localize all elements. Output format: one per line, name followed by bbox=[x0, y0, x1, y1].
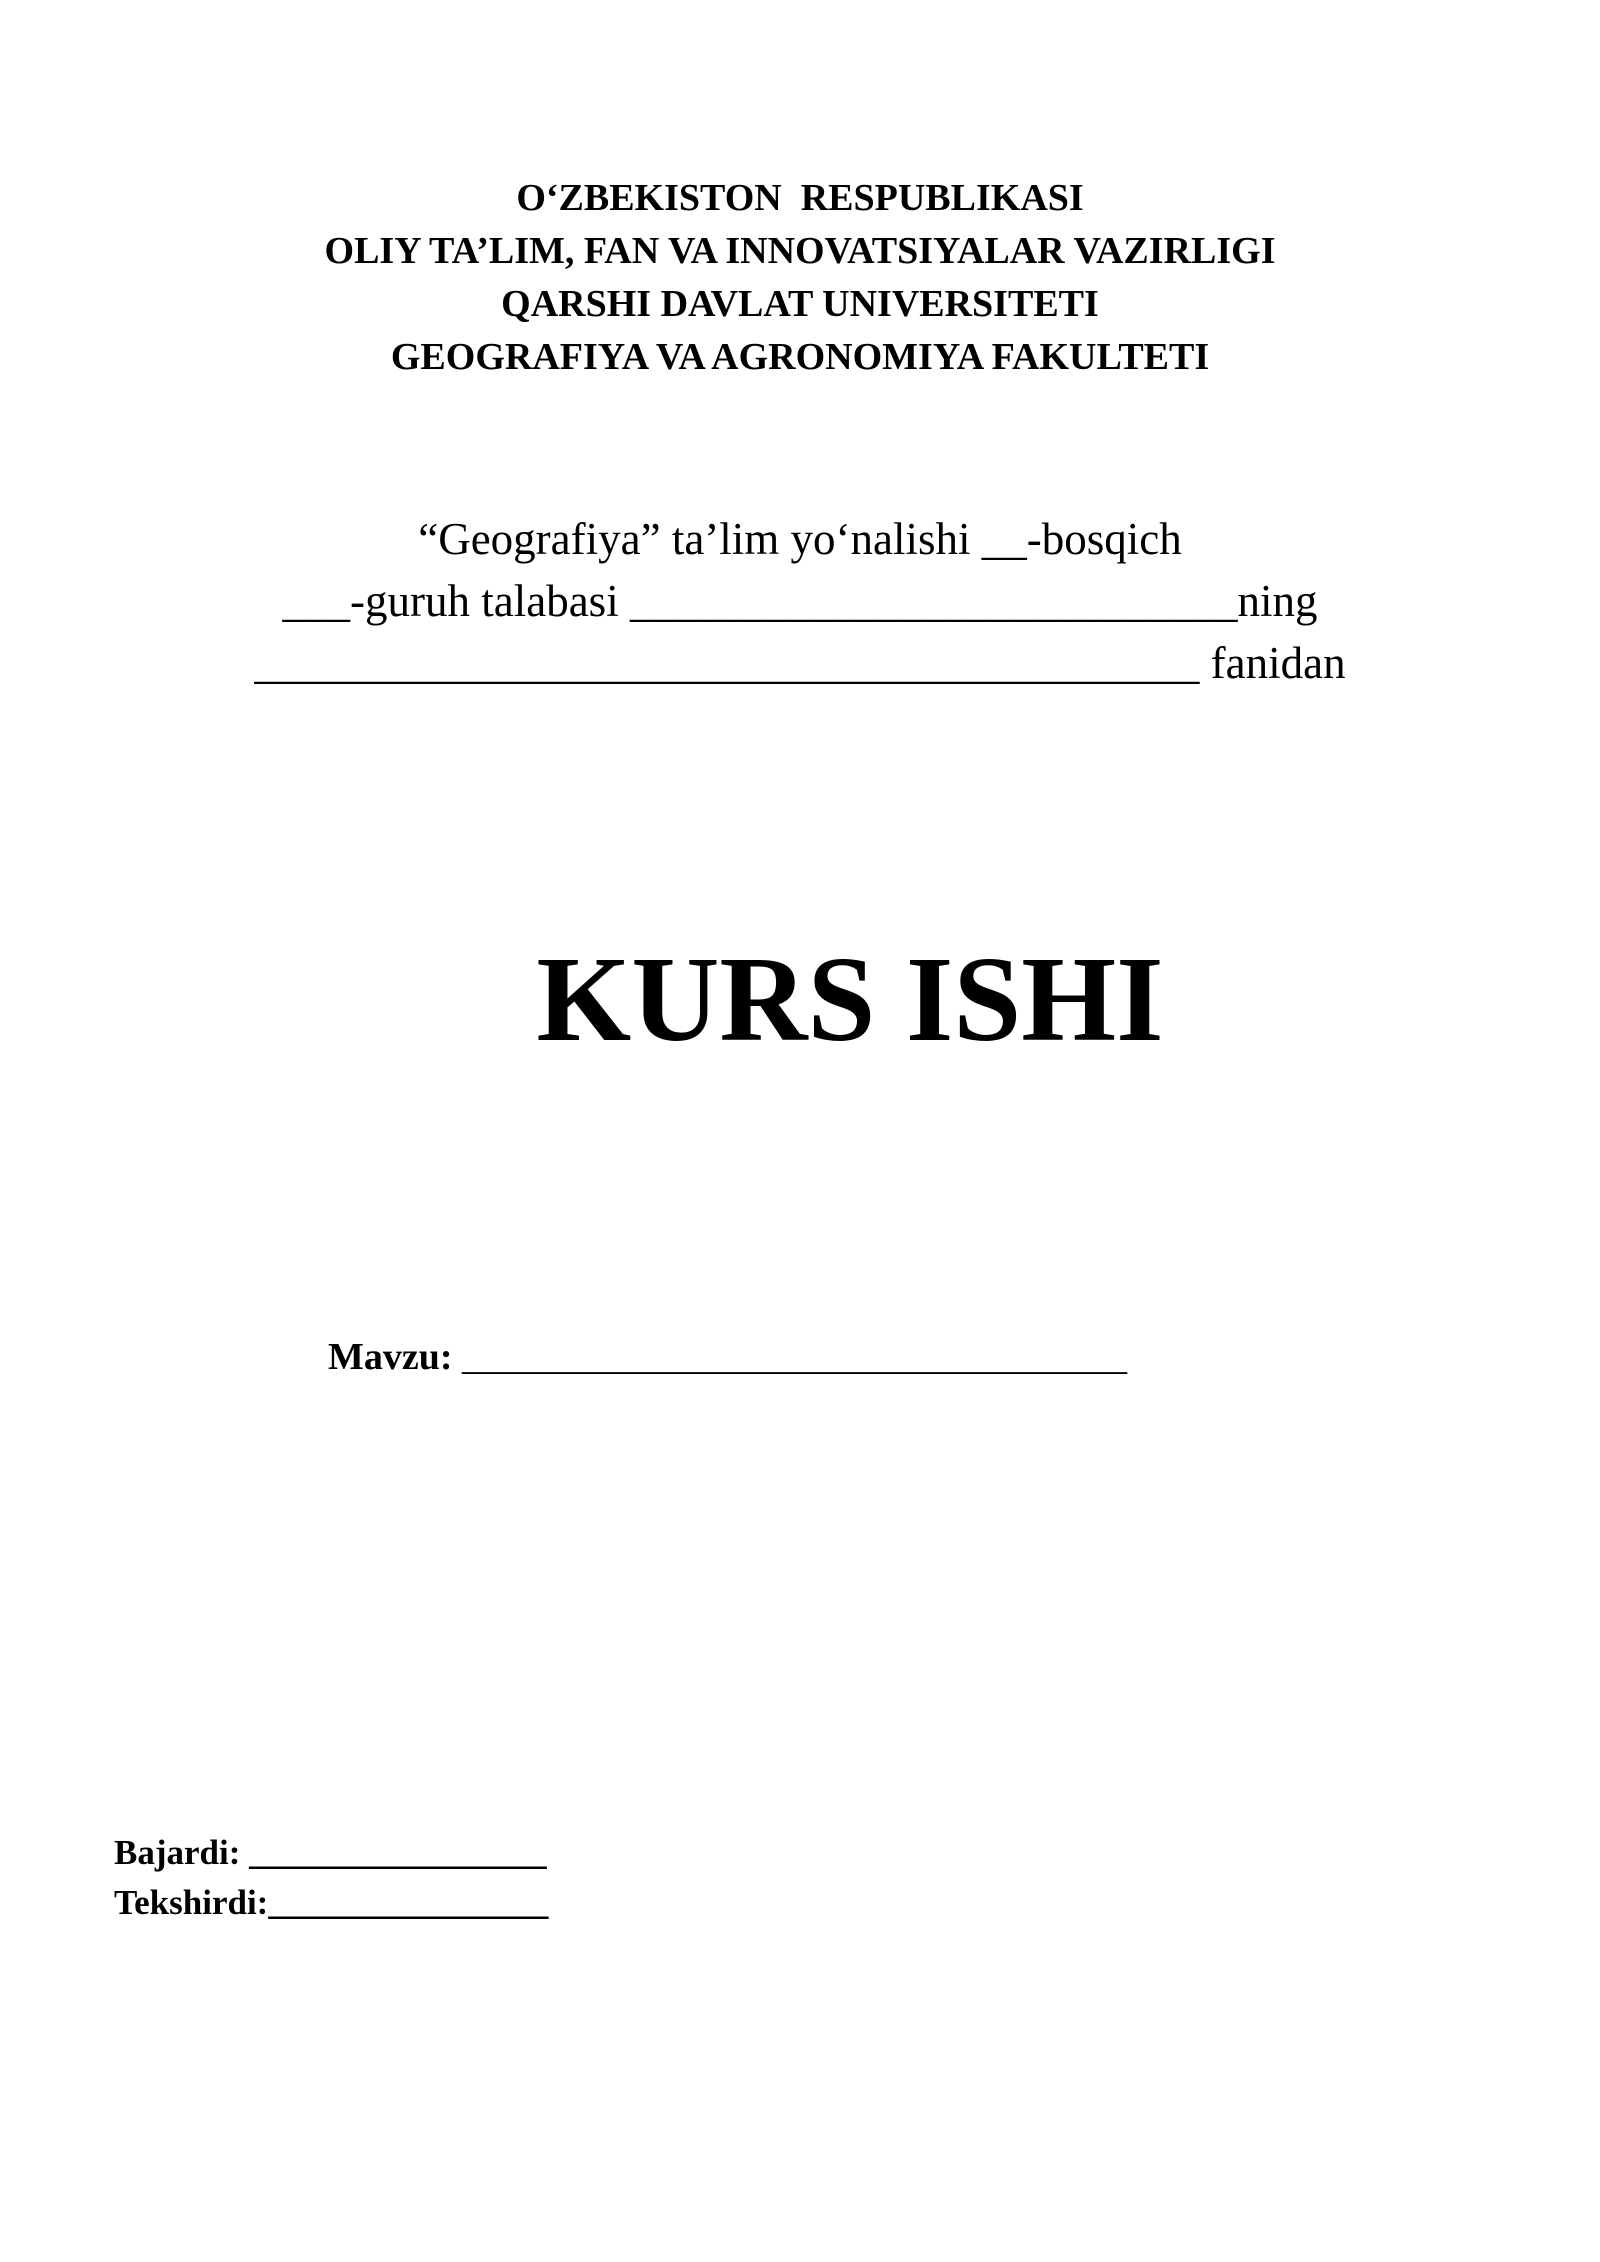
study-direction-line: “Geografiya” ta’lim yo‘nalishi __-bosqich bbox=[418, 514, 1182, 564]
topic-line bbox=[328, 1330, 1127, 1384]
ministry-name: OLIY TA’LIM, FAN VA INNOVATSIYALAR VAZIRLIGI bbox=[324, 230, 1276, 272]
country-name: O‘ZBEKISTON RESPUBLIKASI bbox=[516, 177, 1084, 219]
performed-by-line: Bajardi: _________________ bbox=[114, 1833, 547, 1872]
university-name: QARSHI DAVLAT UNIVERSITETI bbox=[501, 283, 1099, 325]
document-title: KURS ISHI bbox=[536, 932, 1164, 1067]
topic-label: Mavzu: bbox=[328, 1336, 453, 1378]
document-header bbox=[0, 172, 1600, 384]
signature-block bbox=[114, 1828, 548, 1928]
group-student-line: ___-guruh talabasi ___________________________ning bbox=[282, 576, 1318, 626]
checked-by-line: Tekshirdi:________________ bbox=[114, 1883, 549, 1922]
faculty-name: GEOGRAFIYA VA AGRONOMIYA FAKULTETI bbox=[390, 336, 1210, 378]
subject-line: __________________________________________ fanidan bbox=[254, 638, 1346, 688]
topic-blank: ___________________________________ bbox=[452, 1336, 1128, 1378]
student-info bbox=[0, 508, 1600, 694]
